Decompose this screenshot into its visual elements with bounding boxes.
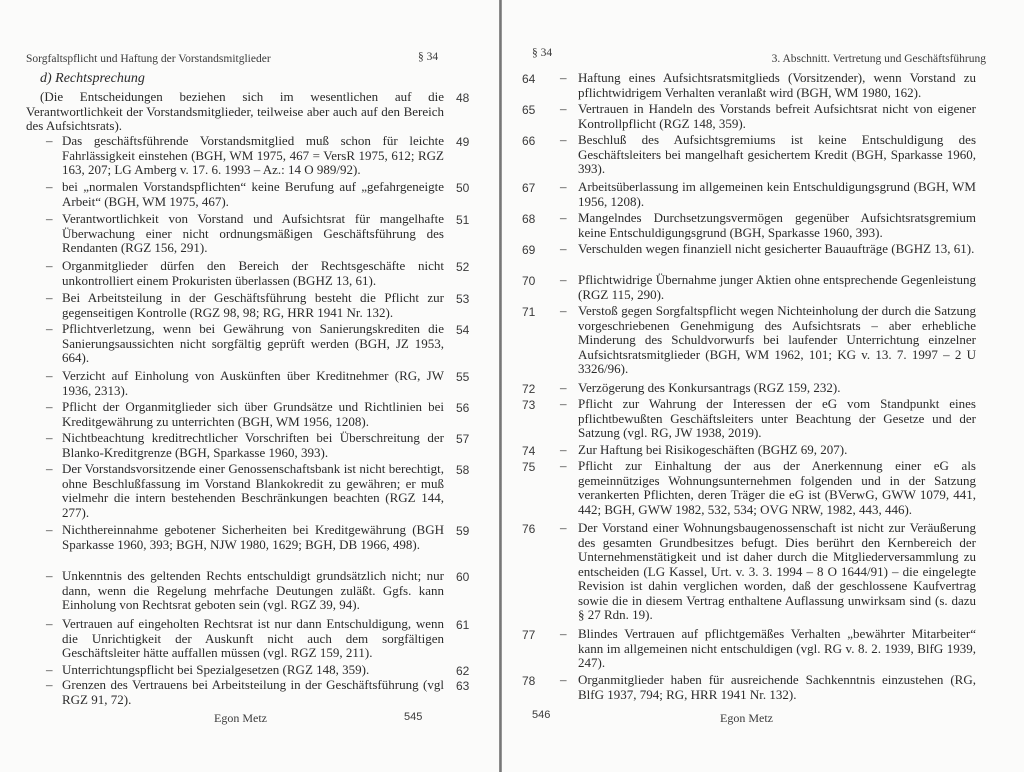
margin-number: 69 <box>522 243 536 257</box>
dash: – <box>46 616 53 631</box>
margin-number: 66 <box>522 134 536 148</box>
dash: – <box>46 522 53 537</box>
running-head: Sorgfaltspflicht und Haftung der Vorstandsmitglieder <box>26 53 271 65</box>
entry-text: Beschluß des Aufsichtsgremiums ist keine Entschuldigung des Geschäftsleiters bei mangelhaft gesichertem Kredit (BGH, Sparkasse 1960, 393). <box>578 132 976 176</box>
footer-author: Egon Metz <box>720 711 773 725</box>
dash: – <box>46 677 53 692</box>
dash: – <box>560 210 567 225</box>
dash: – <box>560 132 567 147</box>
entry-text: Das geschäftsführende Vorstandsmitglied muß schon für leichte Fahrlässigkeit einstehen (BGH, WM 1975, 467 = VersR 1975, 612; RGZ 163, 207; LG Amberg v. 17. 6. 1993 – Az.: 14 O 989/92). <box>62 133 444 177</box>
dash: – <box>46 258 53 273</box>
dash: – <box>46 368 53 383</box>
entry-text: Zur Haftung bei Risikogeschäften (BGHZ 69, 207). <box>578 442 848 457</box>
dash: – <box>46 662 53 677</box>
entry-text: Nichtbeachtung kreditrechtlicher Vorschriften bei Überschreitung der Blanko-Kreditgrenze (BGH, Sparkasse 1960, 393). <box>62 430 444 460</box>
margin-number: 73 <box>522 398 536 412</box>
margin-number: 64 <box>522 72 536 86</box>
intro-paragraph: (Die Entscheidungen beziehen sich im wesentlichen auf die Verantwortlichkeit der Vorstandsmitglieder, teilweise aber auch auf den Bereich des Aufsichtsrats). <box>26 89 444 133</box>
dash: – <box>46 568 53 583</box>
margin-number: 49 <box>456 135 470 149</box>
margin-number: 67 <box>522 181 536 195</box>
margin-number: 63 <box>456 679 470 693</box>
entry-text: Nichthereinnahme gebotener Sicherheiten bei Kreditgewährung (BGH Sparkasse 1960, 393; BGH, NJW 1980, 1629; BGH, DB 1966, 498). <box>62 522 444 552</box>
dash: – <box>560 303 567 318</box>
entry-text: Organmitglieder dürfen den Bereich der Rechtsgeschäfte nicht unkontrolliert einem Prokuristen überlassen (BGHZ 13, 61). <box>62 258 444 288</box>
dash: – <box>560 458 567 473</box>
running-head: 3. Abschnitt. Vertretung und Geschäftsführung <box>771 53 986 65</box>
dash: – <box>560 70 567 85</box>
entry-text: bei „normalen Vorstandspflichten“ keine Berufung auf „gefahrgeneigte Arbeit“ (BGH, WM 1975, 467). <box>62 179 444 209</box>
entry-text: Der Vorstand einer Wohnungsbaugenossenschaft ist nicht zur Veräußerung des gesamten Grundbesitzes befugt. Dies berührt den Kernbereich der Unternehmenstätigkeit und ist daher durch die Mitgliederversammlung zu entscheiden (LG Kassel, Urt. v. 3. 3. 1994 – 8 O 1644/91) – die eingelegte Revision ist dahin verglichen worden, daß der geschlossene Kaufvertrag sowie die in diesem Vertrag enthaltene Auflassung unwirksam sind (s. dazu § 27 Rdn. 19). <box>578 520 976 622</box>
margin-number: 51 <box>456 213 470 227</box>
footer-author: Egon Metz <box>214 711 267 725</box>
margin-number: 58 <box>456 463 470 477</box>
entry-text: Grenzen des Vertrauens bei Arbeitsteilung in der Geschäftsführung (vgl RGZ 91, 72). <box>62 677 444 707</box>
section-number: § 34 <box>532 47 553 59</box>
dash: – <box>560 179 567 194</box>
dash: – <box>560 241 567 256</box>
right-page <box>502 0 1024 772</box>
margin-number: 74 <box>522 444 536 458</box>
margin-number: 70 <box>522 274 536 288</box>
margin-number: 77 <box>522 628 536 642</box>
section-heading: d) Rechtsprechung <box>40 71 145 86</box>
margin-number: 72 <box>522 382 536 396</box>
entry-text: Mangelndes Durchsetzungsvermögen gegenüber Aufsichtsratsgremium keine Entschuldigungsgrund (BGH, Sparkasse 1960, 393). <box>578 210 976 240</box>
margin-number: 60 <box>456 570 470 584</box>
margin-number: 65 <box>522 103 536 117</box>
entry-text: Verschulden wegen finanziell nicht gesicherter Bauaufträge (BGHZ 13, 61). <box>578 241 975 256</box>
dash: – <box>46 133 53 148</box>
margin-number: 57 <box>456 432 470 446</box>
margin-number: 55 <box>456 370 470 384</box>
margin-number: 48 <box>456 91 470 105</box>
entry-text: Pflichtverletzung, wenn bei Gewährung von Sanierungskrediten die Sanierungsaussichten nicht sorgfältig geprüft werden (BGH, JZ 1953, 664). <box>62 321 444 365</box>
entry-text: Haftung eines Aufsichtsratsmitglieds (Vorsitzender), wenn Vorstand zu pflichtwidrigem Verhalten veranlaßt wird (BGH, WM 1980, 162). <box>578 70 976 100</box>
dash: – <box>46 290 53 305</box>
page-number: 546 <box>532 709 551 721</box>
margin-number: 76 <box>522 522 536 536</box>
entry-text: Pflicht zur Wahrung der Interessen der eG vom Standpunkt eines pflichtbewußten Geschäftsleiters unter Beachtung der Gesetze und der Satzung (vgl. RG, JW 1938, 2019). <box>578 396 976 440</box>
margin-number: 54 <box>456 323 470 337</box>
margin-number: 68 <box>522 212 536 226</box>
margin-number: 53 <box>456 292 470 306</box>
dash: – <box>46 179 53 194</box>
margin-number: 71 <box>522 305 536 319</box>
entry-text: Arbeitsüberlassung im allgemeinen kein Entschuldigungsgrund (BGH, WM 1956, 1208). <box>578 179 976 209</box>
entry-text: Pflicht zur Einhaltung der aus der Anerkennung einer eG als gemeinnütziges Wohnungsunternehmen folgenden und in der Satzung verankerten Pflichten, deren Träger die eG ist (BVerwG, GWW 1079, 441, 442; BGH, GWW 1982, 532, 534; OVG NRW, 1982, 443, 446). <box>578 458 976 517</box>
entry-text: Verzicht auf Einholung von Auskünften über Kreditnehmer (RG, JW 1936, 2313). <box>62 368 444 398</box>
entry-text: Vertrauen in Handeln des Vorstands befreit Aufsichtsrat nicht von eigener Kontrollpflicht (RGZ 148, 359). <box>578 101 976 131</box>
entry-text: Blindes Vertrauen auf pflichtgemäßes Verhalten „bewährter Mitarbeiter“ kann im allgemeinen nicht entschuldigen (vgl. RG v. 8. 2. 1939, BlfG 1939, 247). <box>578 626 976 670</box>
margin-number: 61 <box>456 618 470 632</box>
entry-text: Unkenntnis des geltenden Rechts entschuldigt grundsätzlich nicht; nur dann, wenn die Regelung mehrfache Deutungen zuläßt. Ggfs. kann Einholung von Rechtsrat geboten sein (vgl. RGZ 39, 94). <box>62 568 444 612</box>
dash: – <box>560 626 567 641</box>
dash: – <box>560 272 567 287</box>
entry-text: Verantwortlichkeit von Vorstand und Aufsichtsrat für mangelhafte Überwachung einer nicht ordnungsmäßigen Geschäftsführung des Rendanten (RGZ 156, 291). <box>62 211 444 255</box>
entry-text: Verstoß gegen Sorgfaltspflicht wegen Nichteinholung der durch die Satzung vorgeschriebenen Genehmigung des Aufsichtsrats – aber erhebliche Minderung des Schuldvorwurfs bei laufender Unterrichtung einzelner Aufsichtsratsmitglieder (BGH, WM 1962, 101; KG v. 13. 7. 1997 – 2 U 3326/96). <box>578 303 976 376</box>
dash: – <box>560 672 567 687</box>
dash: – <box>560 442 567 457</box>
entry-text: Organmitglieder haben für ausreichende Sachkenntnis einzustehen (RG, BlfG 1937, 794; RG, HRR 1941 Nr. 132). <box>578 672 976 702</box>
entry-text: Pflicht der Organmitglieder sich über Grundsätze und Richtlinien bei Kreditgewährung zu unterrichten (BGH, WM 1956, 1208). <box>62 399 444 429</box>
entry-text: Pflichtwidrige Übernahme junger Aktien ohne entsprechende Gegenleistung (RGZ 115, 290). <box>578 272 976 302</box>
dash: – <box>560 396 567 411</box>
entry-text: Vertrauen auf eingeholten Rechtsrat ist nur dann Entschuldigung, wenn die Unrichtigkeit der Auskunft nicht auch dem sorgfältigen Geschäftsleiter hätte auffallen müssen (vgl. RGZ 159, 211). <box>62 616 444 660</box>
page-number: 545 <box>404 711 423 723</box>
dash: – <box>560 101 567 116</box>
dash: – <box>46 211 53 226</box>
dash: – <box>560 520 567 535</box>
margin-number: 78 <box>522 674 536 688</box>
entry-text: Verzögerung des Konkursantrags (RGZ 159, 232). <box>578 380 841 395</box>
margin-number: 62 <box>456 664 470 678</box>
entry-text: Unterrichtungspflicht bei Spezialgesetzen (RGZ 148, 359). <box>62 662 370 677</box>
left-page <box>0 0 499 772</box>
dash: – <box>560 380 567 395</box>
dash: – <box>46 321 53 336</box>
section-number: § 34 <box>418 51 439 63</box>
entry-text: Der Vorstandsvorsitzende einer Genossenschaftsbank ist nicht berechtigt, ohne Beschlußfassung im Vorstand Blankokredit zu gewähren; er muß vielmehr die intern bestehenden Beschränkungen beachten (RGZ 144, 277). <box>62 461 444 520</box>
entry-text: Bei Arbeitsteilung in der Geschäftsführung besteht die Pflicht zur gegenseitigen Kontrolle (RGZ 98, 98; RG, HRR 1941 Nr. 132). <box>62 290 444 320</box>
margin-number: 75 <box>522 460 536 474</box>
margin-number: 59 <box>456 524 470 538</box>
margin-number: 50 <box>456 181 470 195</box>
dash: – <box>46 461 53 476</box>
dash: – <box>46 430 53 445</box>
margin-number: 56 <box>456 401 470 415</box>
margin-number: 52 <box>456 260 470 274</box>
dash: – <box>46 399 53 414</box>
